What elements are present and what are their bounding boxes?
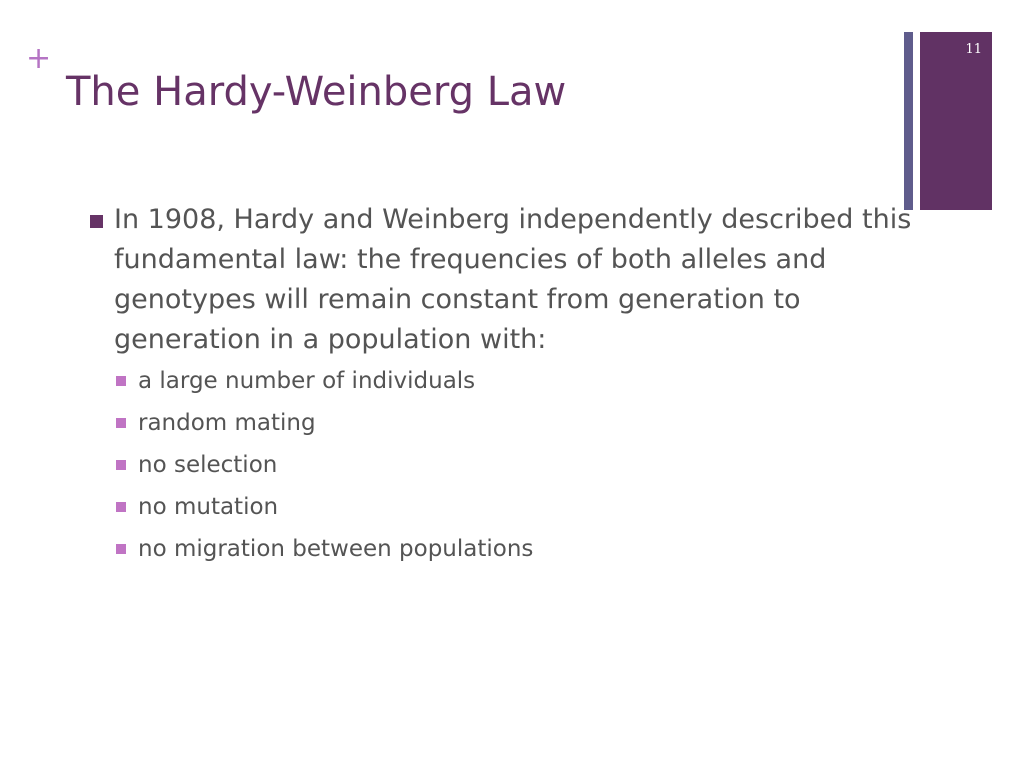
square-bullet-icon [90,215,103,228]
sub-bullet-text: no selection [138,452,278,478]
sub-bullet-text: a large number of individuals [138,368,476,394]
square-bullet-icon [116,460,126,470]
sub-bullet-item [88,528,948,570]
sub-bullet-item [88,360,948,402]
plus-icon: + [26,41,52,76]
main-bullet [88,200,948,360]
square-bullet-icon [116,418,126,428]
slide-content [88,200,948,570]
slide-number: 11 [965,42,982,57]
sub-bullet-item [88,486,948,528]
sub-bullet-text: no mutation [138,494,279,520]
sub-bullet-text: random mating [138,410,316,436]
square-bullet-icon [116,376,126,386]
sub-bullet-item [88,444,948,486]
slide-title: The Hardy-Weinberg Law [66,69,567,115]
sub-bullet-list [88,360,948,570]
main-bullet-text: In 1908, Hardy and Weinberg independently described this fundamental law: the frequencies of both alleles and genotypes will remain constant from generation to generation in a population with: [114,204,912,355]
sub-bullet-item [88,402,948,444]
sub-bullet-text: no migration between populations [138,536,534,562]
square-bullet-icon [116,502,126,512]
accent-bar [920,32,992,210]
square-bullet-icon [116,544,126,554]
accent-bar-slim [904,32,913,210]
